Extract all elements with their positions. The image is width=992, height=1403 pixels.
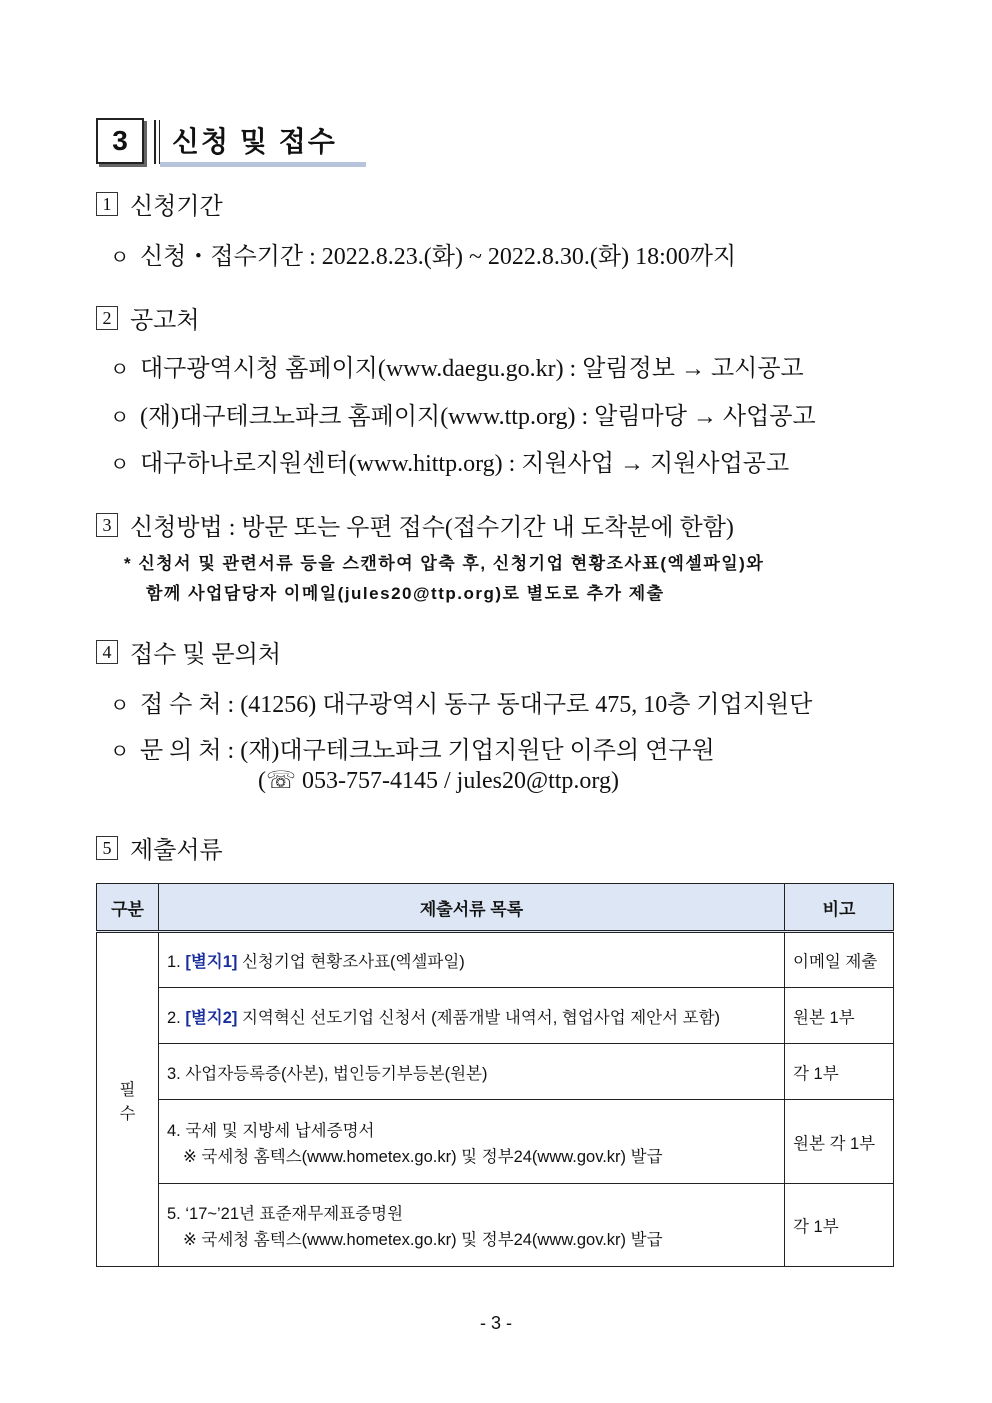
table-row — [97, 932, 894, 988]
header-remark: 비고 — [785, 884, 894, 932]
row-text: ‘17~’21년 표준재무제표증명원 — [185, 1205, 404, 1223]
row-prefix: 4. — [167, 1121, 186, 1140]
divider — [159, 120, 160, 164]
bullet-icon: ㅇ — [110, 454, 130, 476]
list-item — [110, 236, 736, 271]
row-prefix: 1. — [167, 953, 186, 971]
page-number: - 3 - — [479, 1313, 512, 1333]
row-note: ※ 국세청 홈텍스(www.hometex.go.kr) 및 정부24(www.gov.kr) 발급 — [183, 1231, 663, 1249]
list-item — [110, 443, 789, 478]
row-note: ※ 국세청 홈텍스(www.hometex.go.kr) 및 정부24(www.gov.kr) 발급 — [183, 1147, 663, 1166]
table-row — [97, 1044, 894, 1100]
bullet-icon: ㅇ — [110, 247, 130, 269]
subsection-title: 제출서류 — [130, 838, 223, 864]
item-text: 신청・접수기간 : 2022.8.23.(화) ~ 2022.8.30.(화) 18:00까지 — [140, 244, 737, 270]
row-prefix: 2. — [167, 1008, 186, 1027]
remark-cell: 각 1부 — [785, 1044, 894, 1100]
row-text: 사업자등록증(사본), 법인등기부등본(원본) — [185, 1064, 488, 1083]
row-text: 신청기업 현황조사표(엑셀파일) — [237, 953, 465, 971]
contact-line: (☏ 053-757-4145 / jules20@ttp.org) — [258, 768, 619, 794]
section-title: 신청 및 접수 — [172, 126, 337, 157]
title-underline — [160, 162, 366, 167]
list-item — [110, 396, 816, 431]
divider — [154, 120, 156, 164]
document-cell — [159, 1044, 785, 1100]
item-text: 문 의 처 : (재)대구테크노파크 기업지원단 이주의 연구원 — [140, 738, 715, 764]
item-text: 대구하나로지원센터(www.hittp.org) : 지원사업 → 지원사업공고 — [140, 451, 790, 477]
bullet-icon: ㅇ — [110, 359, 130, 381]
list-item — [110, 348, 804, 383]
subsection-heading-5 — [96, 830, 223, 865]
subsection-heading-4 — [96, 634, 281, 669]
table-row — [97, 1100, 894, 1184]
subsection-heading-1 — [96, 186, 223, 221]
section-header — [96, 118, 368, 170]
table-row — [97, 988, 894, 1044]
subsection-title: 공고처 — [130, 308, 200, 334]
row-text: 지역혁신 선도기업 신청서 (제품개발 내역서, 협업사업 제안서 포함) — [237, 1008, 721, 1027]
number-box: 3 — [96, 513, 118, 537]
attachment-tag: [별지1] — [185, 953, 238, 971]
table-row — [97, 1184, 894, 1267]
header-category: 구분 — [97, 884, 159, 932]
bullet-icon: ㅇ — [110, 741, 130, 763]
attachment-tag: [별지2] — [185, 1008, 238, 1027]
number-box: 5 — [96, 836, 118, 860]
subsection-title: 접수 및 문의처 — [130, 642, 282, 668]
subsection-title: 신청방법 : 방문 또는 우편 접수(접수기간 내 도착분에 한함) — [130, 515, 734, 541]
note-line: 함께 사업담당자 이메일(jules20@ttp.org)로 별도로 추가 제출 — [146, 584, 665, 603]
number-box: 1 — [96, 192, 118, 216]
number-box: 4 — [96, 640, 118, 664]
document-cell — [159, 1184, 785, 1267]
row-prefix: 5. — [167, 1205, 186, 1223]
document-cell — [159, 932, 785, 988]
section-number: 3 — [96, 118, 144, 164]
remark-cell: 이메일 제출 — [785, 932, 894, 988]
category-cell: 필수 — [97, 932, 159, 1267]
item-text: 대구광역시청 홈페이지(www.daegu.go.kr) : 알림정보 → 고시공고 — [140, 356, 804, 382]
item-text: 접 수 처 : (41256) 대구광역시 동구 동대구로 475, 10층 기업지원단 — [140, 692, 813, 718]
subsection-heading-3 — [96, 507, 734, 542]
bullet-icon: ㅇ — [110, 695, 130, 717]
list-item — [110, 730, 715, 765]
bullet-icon: ㅇ — [110, 407, 130, 429]
note-line: * 신청서 및 관련서류 등을 스캔하여 압축 후, 신청기업 현황조사표(엑셀파일)와 — [124, 554, 765, 573]
row-text: 국세 및 지방세 납세증명서 — [185, 1121, 375, 1140]
list-item — [110, 684, 812, 719]
document-cell — [159, 1100, 785, 1184]
row-prefix: 3. — [167, 1064, 186, 1083]
remark-cell: 각 1부 — [785, 1184, 894, 1267]
subsection-heading-2 — [96, 300, 200, 335]
item-text: (재)대구테크노파크 홈페이지(www.ttp.org) : 알림마당 → 사업공고 — [140, 404, 816, 430]
header-documents: 제출서류 목록 — [159, 884, 785, 932]
remark-cell: 원본 각 1부 — [785, 1100, 894, 1184]
table-header-row — [97, 884, 894, 932]
document-cell — [159, 988, 785, 1044]
subsection-title: 신청기간 — [130, 194, 223, 220]
remark-cell: 원본 1부 — [785, 988, 894, 1044]
documents-table — [96, 883, 894, 1267]
number-box: 2 — [96, 306, 118, 330]
